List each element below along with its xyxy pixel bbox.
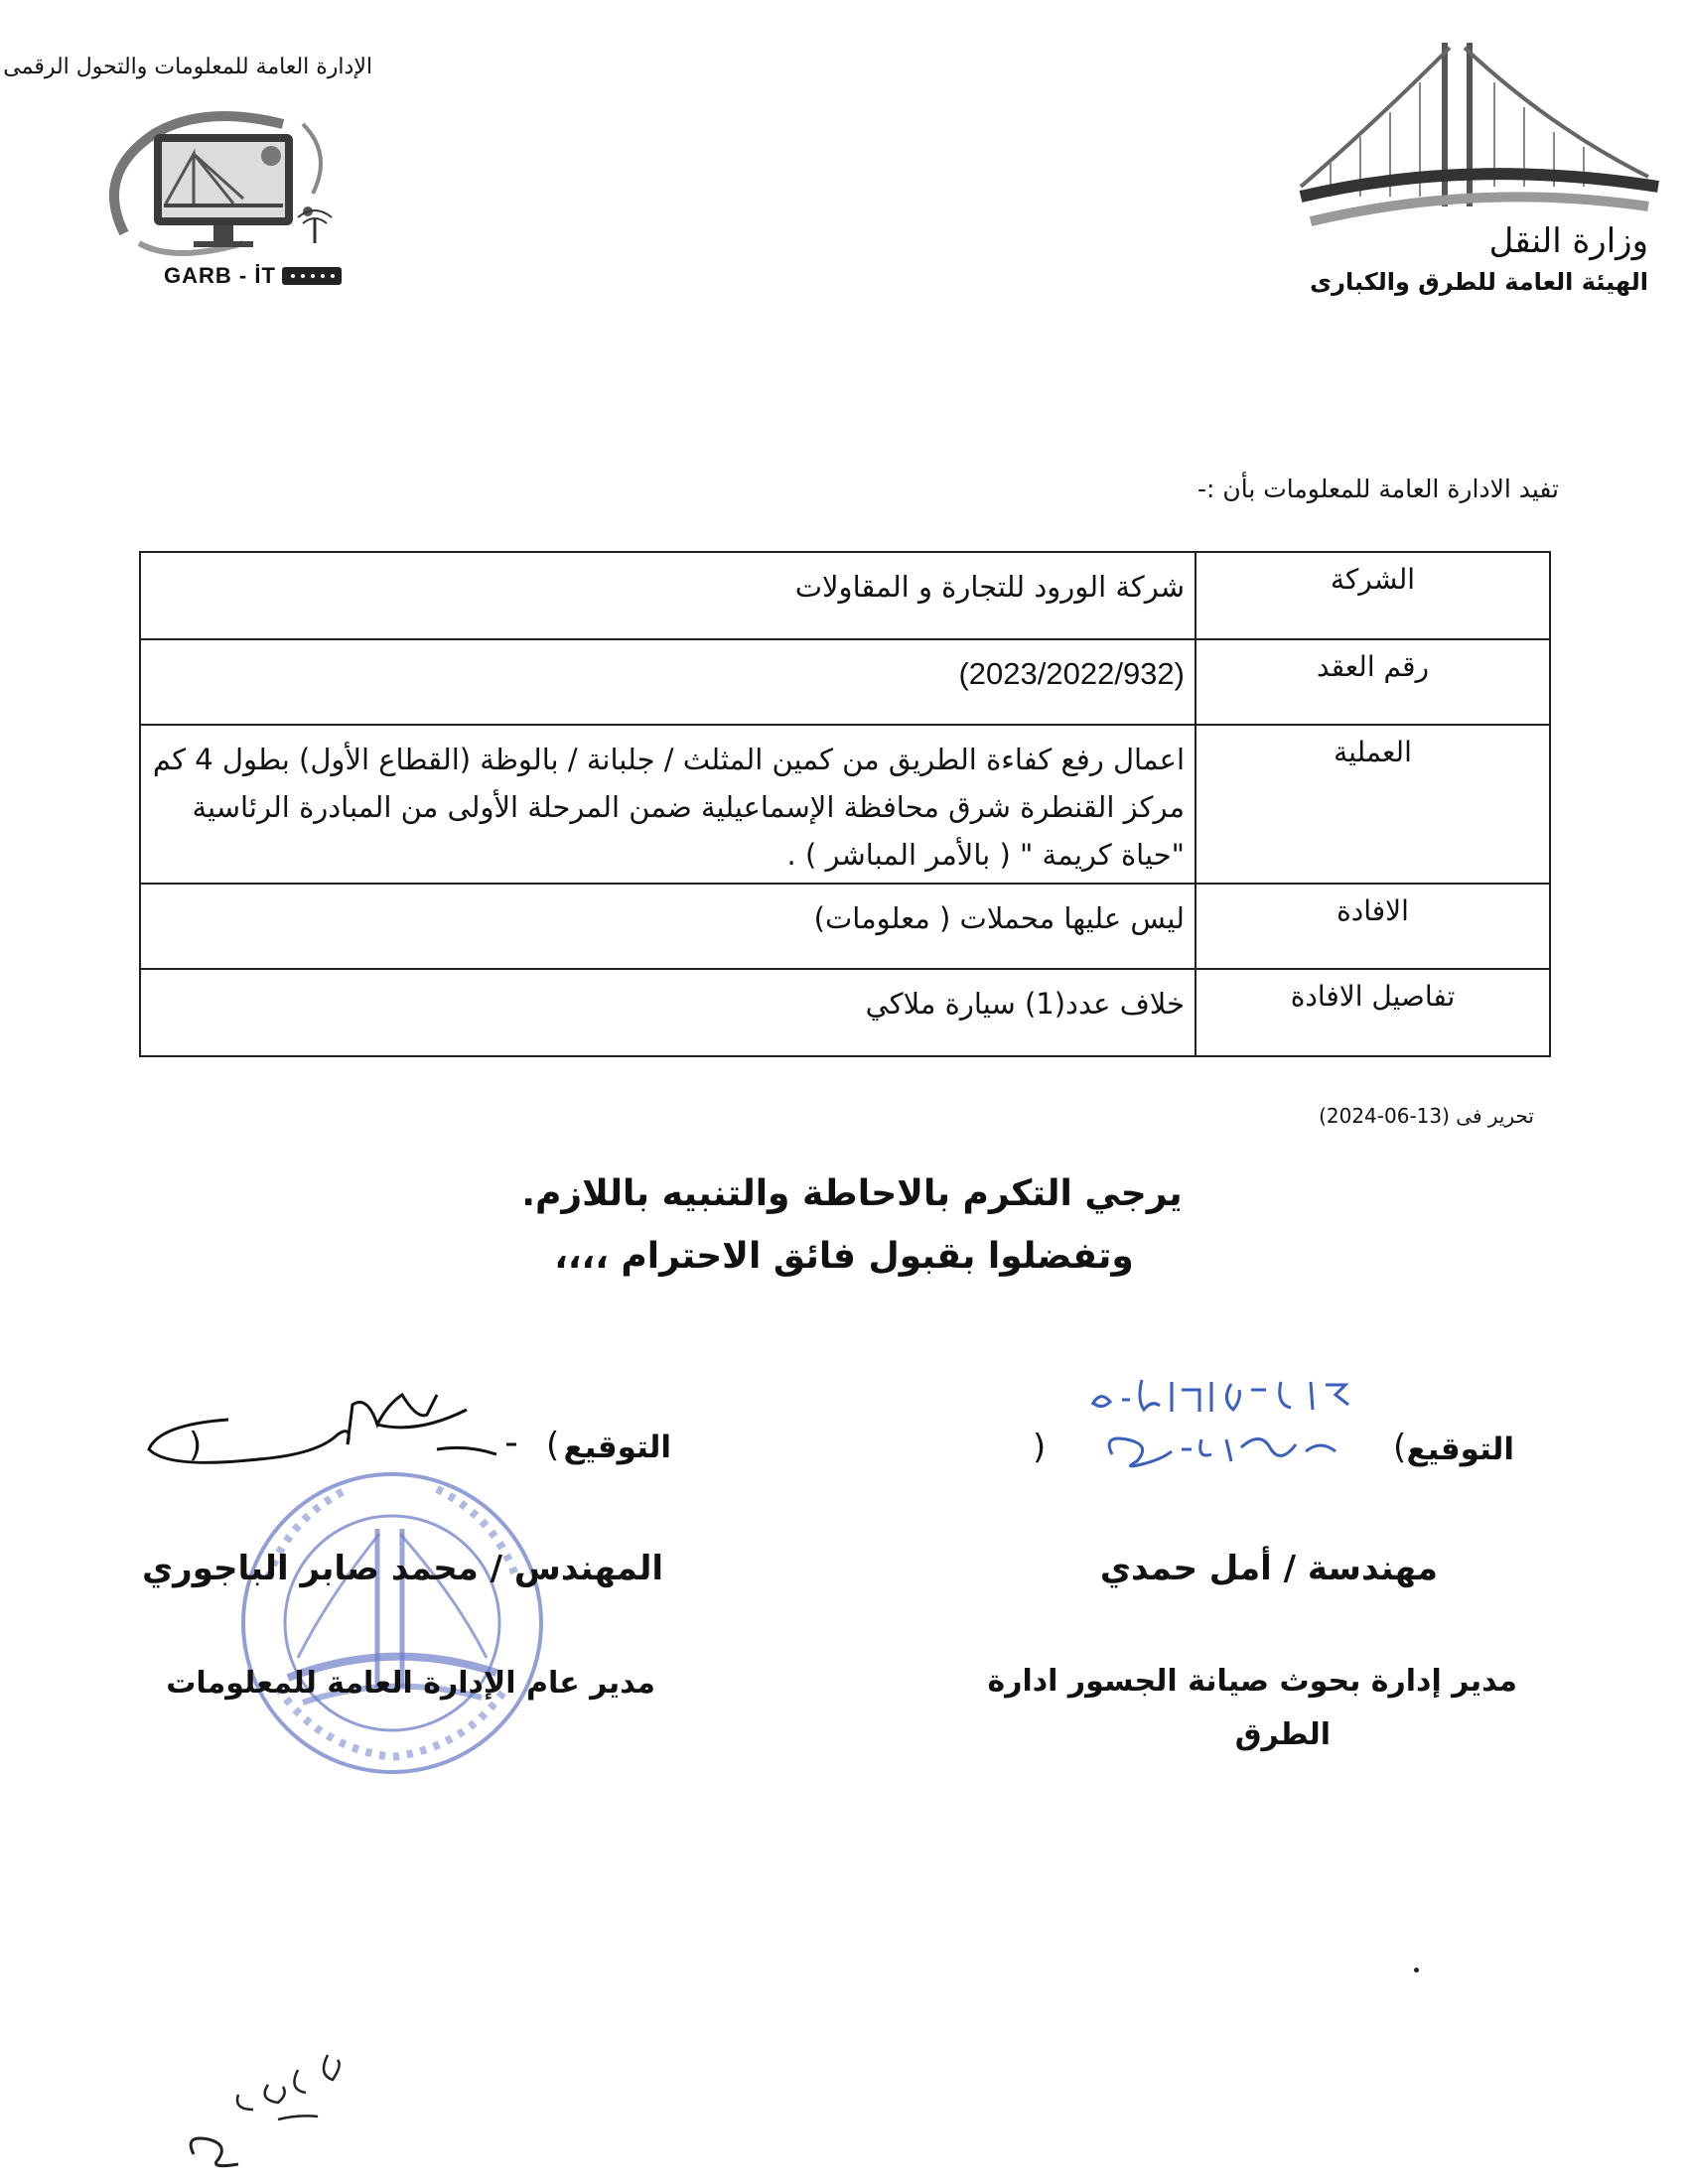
role-left: مدير عام الإدارة العامة للمعلومات [166,1666,655,1701]
stray-dot [1414,1968,1419,1973]
closing-line-2: وتفضلوا بقبول فائق الاحترام ،،،، [554,1236,1134,1277]
it-logo-title: الإدارة العامة للمعلومات والتحول الرقمى [3,55,372,79]
router-icon [281,265,343,287]
table-row [140,552,1550,639]
paren-close-right: ) [1033,1428,1047,1467]
row-value-statement: ليس عليها محملات ( معلومات) [140,884,1196,969]
paren-open-left: ( [546,1426,560,1465]
table-row [140,639,1550,725]
row-label-details: تفاصيل الافادة [1196,969,1550,1056]
handwritten-signature-right [1082,1370,1380,1489]
row-label-statement: الافادة [1196,884,1550,969]
signature-label-left: التوقيع [563,1430,671,1465]
row-value-contract: (2023/2022/932) [958,656,1185,691]
reviewed-handwritten-note [179,2035,377,2174]
role-right-line1: مدير إدارة بحوث صيانة الجسور ادارة [987,1664,1517,1699]
engineer-name-right: مهندسة / أمل حمدي [1099,1549,1438,1588]
row-value-contract-cell [140,639,1196,725]
closing-line-1: يرجي التكرم بالاحاطة والتنبيه باللازم. [521,1173,1183,1214]
table-row [140,969,1550,1056]
row-value-operation: اعمال رفع كفاءة الطريق من كمين المثلث / جلبانة / بالوظة (القطاع الأول) بطول 4 كم مركز القنطرة شرق محافظة الإسماعيلية ضمن المرحلة الأولى من المبادرة الرئاسية "حياة كريمة " ( بالأمر المباشر ) . [140,725,1196,884]
row-label-operation: العملية [1196,725,1550,884]
engineer-name-left: المهندس / محمد صابر الباجوري [141,1549,663,1588]
suspension-bridge-icon [1291,38,1668,236]
row-value-company: شركة الورود للتجارة و المقاولات [140,552,1196,639]
ministry-name: وزارة النقل [1488,221,1648,261]
handwritten-signature-left [139,1375,536,1494]
monitor-bridge-icon [94,94,352,263]
row-label-contract: رقم العقد [1196,639,1550,725]
official-stamp-icon [228,1459,556,1787]
it-logo-subtitle: GARB - İT [164,263,276,288]
table-row [140,725,1550,884]
signature-label-right: التوقيع [1406,1432,1514,1467]
row-value-details: خلاف عدد(1) سيارة ملاكي [140,969,1196,1056]
it-department-logo [3,55,382,303]
role-right-line2: الطرق [1234,1717,1331,1752]
written-date: تحرير فى (13-06-2024) [1319,1104,1534,1128]
paren-open-right: ( [1393,1428,1407,1467]
table-row [140,884,1550,969]
paren-close-left: ) [189,1426,203,1465]
row-label-company: الشركة [1196,552,1550,639]
authority-name: الهيئة العامة للطرق والكبارى [1310,268,1648,296]
ministry-logo [1291,38,1668,306]
info-table [139,551,1551,1057]
intro-text: تفيد الادارة العامة للمعلومات بأن :- [1196,475,1559,503]
